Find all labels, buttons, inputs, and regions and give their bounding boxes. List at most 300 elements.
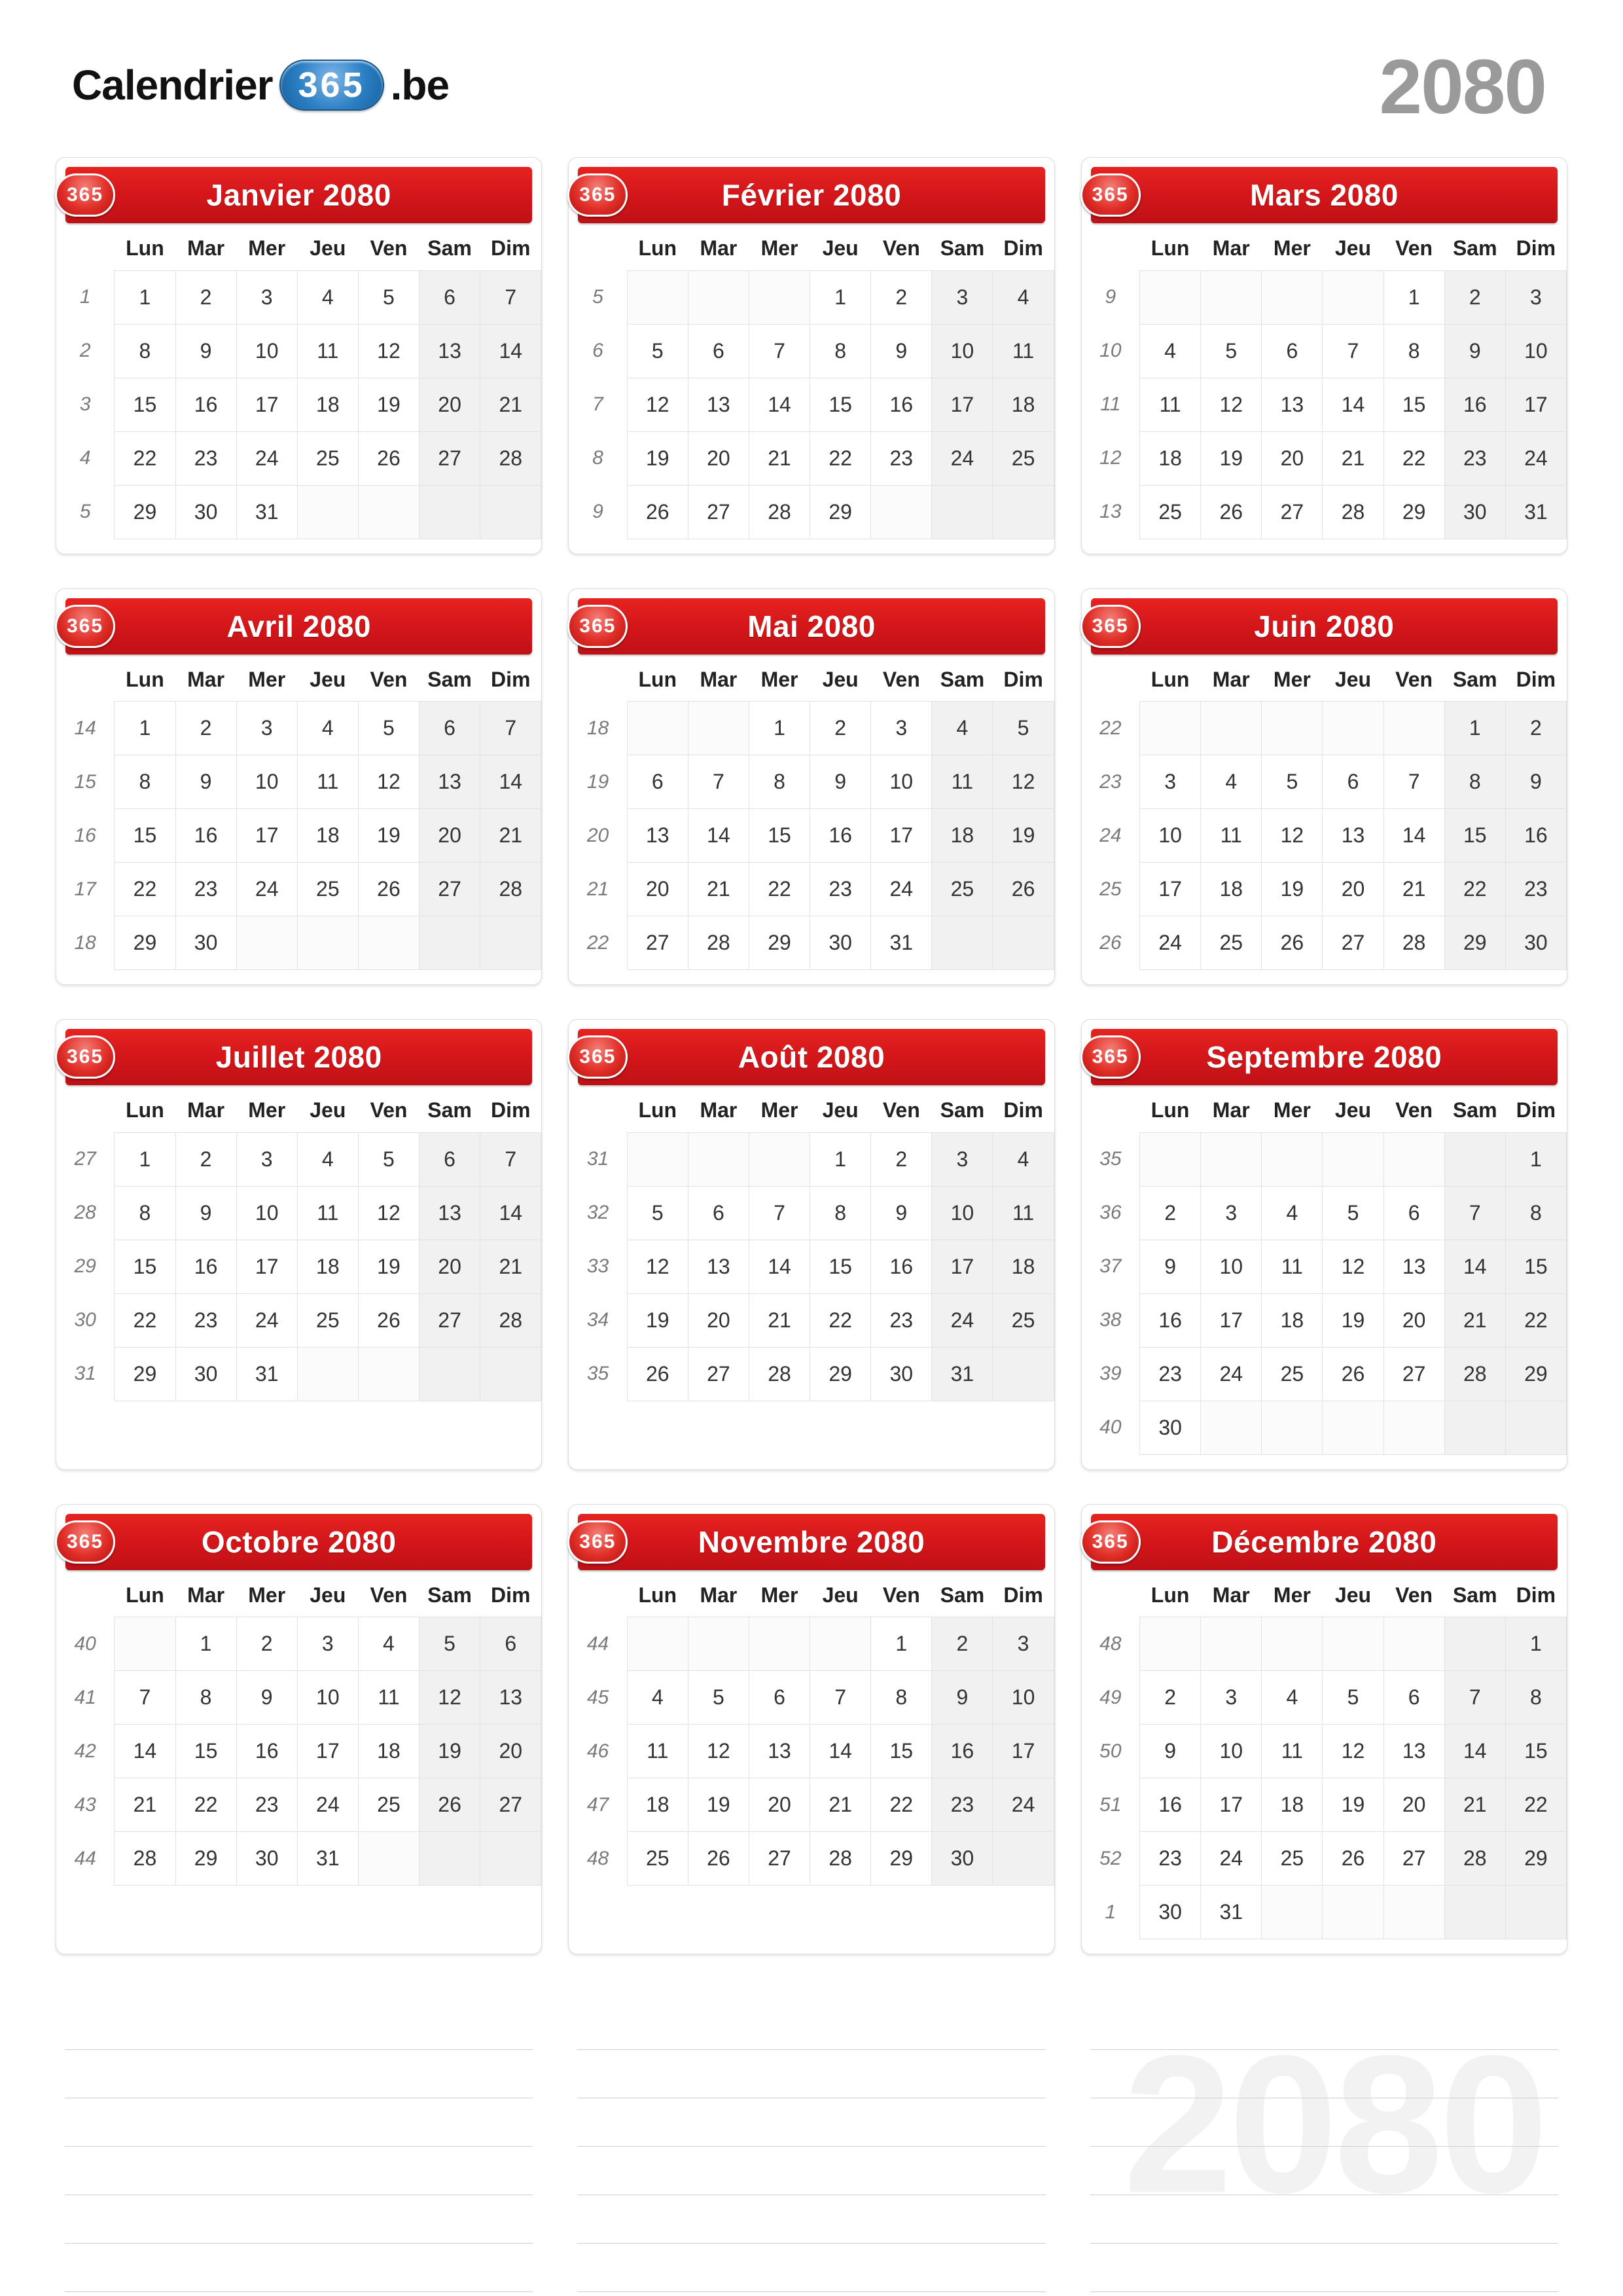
day-cell[interactable]: 25	[993, 431, 1054, 485]
day-cell[interactable]: 23	[175, 431, 236, 485]
day-cell[interactable]: 22	[175, 1778, 236, 1832]
day-cell[interactable]: 26	[993, 863, 1054, 916]
day-cell[interactable]: 20	[688, 1293, 749, 1347]
day-cell[interactable]: 5	[993, 702, 1054, 755]
day-cell[interactable]: 2	[932, 1617, 993, 1671]
day-cell[interactable]: 6	[480, 1617, 541, 1671]
day-cell[interactable]: 27	[688, 1347, 749, 1401]
day-cell[interactable]: 18	[1262, 1778, 1323, 1832]
day-cell[interactable]: 1	[115, 270, 175, 324]
day-cell[interactable]: 26	[1201, 485, 1262, 539]
day-cell[interactable]: 25	[1140, 485, 1201, 539]
day-cell[interactable]: 10	[993, 1671, 1054, 1725]
day-cell[interactable]: 23	[1140, 1347, 1201, 1401]
day-cell[interactable]: 15	[749, 809, 810, 863]
day-cell[interactable]: 28	[1444, 1832, 1505, 1886]
day-cell[interactable]: 22	[1383, 431, 1444, 485]
day-cell[interactable]: 20	[1383, 1778, 1444, 1832]
day-cell[interactable]: 21	[480, 809, 541, 863]
day-cell[interactable]: 17	[932, 1240, 993, 1293]
day-cell[interactable]: 13	[419, 755, 480, 809]
day-cell[interactable]: 6	[419, 702, 480, 755]
day-cell[interactable]: 11	[297, 755, 358, 809]
note-line[interactable]	[577, 2147, 1045, 2195]
day-cell[interactable]: 17	[236, 809, 297, 863]
day-cell[interactable]: 8	[1383, 324, 1444, 378]
day-cell[interactable]: 12	[627, 1240, 688, 1293]
day-cell[interactable]: 7	[810, 1671, 871, 1725]
day-cell[interactable]: 4	[932, 702, 993, 755]
day-cell[interactable]: 28	[810, 1832, 871, 1886]
day-cell[interactable]: 27	[1383, 1832, 1444, 1886]
day-cell[interactable]: 28	[480, 1293, 541, 1347]
day-cell[interactable]: 16	[1505, 809, 1566, 863]
day-cell[interactable]: 2	[175, 270, 236, 324]
day-cell[interactable]: 29	[1383, 485, 1444, 539]
day-cell[interactable]: 23	[1505, 863, 1566, 916]
day-cell[interactable]: 1	[810, 1132, 871, 1186]
day-cell[interactable]: 6	[627, 755, 688, 809]
day-cell[interactable]: 26	[358, 1293, 419, 1347]
day-cell[interactable]: 11	[1262, 1725, 1323, 1778]
day-cell[interactable]: 16	[1140, 1778, 1201, 1832]
day-cell[interactable]: 2	[1140, 1671, 1201, 1725]
day-cell[interactable]: 8	[115, 755, 175, 809]
day-cell[interactable]: 5	[1323, 1671, 1383, 1725]
day-cell[interactable]: 1	[1505, 1132, 1566, 1186]
day-cell[interactable]: 30	[1444, 485, 1505, 539]
day-cell[interactable]: 10	[236, 324, 297, 378]
day-cell[interactable]: 27	[480, 1778, 541, 1832]
day-cell[interactable]: 26	[1262, 916, 1323, 970]
day-cell[interactable]: 22	[871, 1778, 932, 1832]
day-cell[interactable]: 5	[358, 1132, 419, 1186]
day-cell[interactable]: 7	[480, 702, 541, 755]
day-cell[interactable]: 18	[1262, 1293, 1323, 1347]
day-cell[interactable]: 24	[1201, 1832, 1262, 1886]
day-cell[interactable]: 10	[297, 1671, 358, 1725]
day-cell[interactable]: 19	[688, 1778, 749, 1832]
day-cell[interactable]: 13	[419, 324, 480, 378]
day-cell[interactable]: 31	[932, 1347, 993, 1401]
day-cell[interactable]: 21	[1444, 1778, 1505, 1832]
day-cell[interactable]: 11	[1140, 378, 1201, 431]
day-cell[interactable]: 1	[1444, 702, 1505, 755]
day-cell[interactable]: 5	[358, 702, 419, 755]
day-cell[interactable]: 23	[236, 1778, 297, 1832]
day-cell[interactable]: 3	[1140, 755, 1201, 809]
day-cell[interactable]: 28	[480, 863, 541, 916]
day-cell[interactable]: 16	[932, 1725, 993, 1778]
day-cell[interactable]: 26	[688, 1832, 749, 1886]
note-line[interactable]	[1090, 2098, 1558, 2147]
day-cell[interactable]: 31	[1201, 1886, 1262, 1939]
day-cell[interactable]: 26	[419, 1778, 480, 1832]
day-cell[interactable]: 27	[749, 1832, 810, 1886]
day-cell[interactable]: 21	[1444, 1293, 1505, 1347]
day-cell[interactable]: 8	[871, 1671, 932, 1725]
day-cell[interactable]: 4	[1262, 1186, 1323, 1240]
day-cell[interactable]: 1	[175, 1617, 236, 1671]
day-cell[interactable]: 9	[1140, 1240, 1201, 1293]
day-cell[interactable]: 26	[358, 863, 419, 916]
day-cell[interactable]: 9	[810, 755, 871, 809]
day-cell[interactable]: 30	[1505, 916, 1566, 970]
day-cell[interactable]: 4	[1262, 1671, 1323, 1725]
day-cell[interactable]: 13	[1323, 809, 1383, 863]
day-cell[interactable]: 5	[627, 324, 688, 378]
day-cell[interactable]: 23	[175, 863, 236, 916]
day-cell[interactable]: 30	[871, 1347, 932, 1401]
day-cell[interactable]: 17	[1505, 378, 1566, 431]
day-cell[interactable]: 12	[1323, 1240, 1383, 1293]
day-cell[interactable]: 2	[236, 1617, 297, 1671]
day-cell[interactable]: 13	[749, 1725, 810, 1778]
day-cell[interactable]: 20	[627, 863, 688, 916]
note-line[interactable]	[1090, 2147, 1558, 2195]
day-cell[interactable]: 16	[810, 809, 871, 863]
day-cell[interactable]: 13	[627, 809, 688, 863]
day-cell[interactable]: 19	[358, 378, 419, 431]
day-cell[interactable]: 12	[358, 324, 419, 378]
note-line[interactable]	[65, 2147, 533, 2195]
day-cell[interactable]: 18	[993, 378, 1054, 431]
day-cell[interactable]: 21	[749, 431, 810, 485]
day-cell[interactable]: 10	[1140, 809, 1201, 863]
day-cell[interactable]: 11	[993, 1186, 1054, 1240]
day-cell[interactable]: 23	[1444, 431, 1505, 485]
day-cell[interactable]: 21	[480, 1240, 541, 1293]
day-cell[interactable]: 4	[627, 1671, 688, 1725]
day-cell[interactable]: 1	[1383, 270, 1444, 324]
day-cell[interactable]: 7	[1444, 1186, 1505, 1240]
day-cell[interactable]: 7	[1323, 324, 1383, 378]
day-cell[interactable]: 19	[1323, 1293, 1383, 1347]
day-cell[interactable]: 5	[1262, 755, 1323, 809]
day-cell[interactable]: 2	[1444, 270, 1505, 324]
note-line[interactable]	[65, 2050, 533, 2098]
day-cell[interactable]: 28	[1444, 1347, 1505, 1401]
day-cell[interactable]: 1	[749, 702, 810, 755]
day-cell[interactable]: 11	[932, 755, 993, 809]
day-cell[interactable]: 15	[1505, 1240, 1566, 1293]
day-cell[interactable]: 1	[115, 702, 175, 755]
day-cell[interactable]: 24	[236, 1293, 297, 1347]
day-cell[interactable]: 8	[749, 755, 810, 809]
day-cell[interactable]: 17	[932, 378, 993, 431]
day-cell[interactable]: 24	[871, 863, 932, 916]
day-cell[interactable]: 17	[236, 378, 297, 431]
day-cell[interactable]: 18	[297, 809, 358, 863]
day-cell[interactable]: 20	[419, 378, 480, 431]
day-cell[interactable]: 7	[749, 324, 810, 378]
day-cell[interactable]: 14	[688, 809, 749, 863]
day-cell[interactable]: 26	[358, 431, 419, 485]
day-cell[interactable]: 4	[1140, 324, 1201, 378]
day-cell[interactable]: 14	[1383, 809, 1444, 863]
day-cell[interactable]: 16	[175, 1240, 236, 1293]
day-cell[interactable]: 30	[175, 1347, 236, 1401]
day-cell[interactable]: 4	[358, 1617, 419, 1671]
day-cell[interactable]: 10	[932, 324, 993, 378]
day-cell[interactable]: 27	[1262, 485, 1323, 539]
day-cell[interactable]: 25	[627, 1832, 688, 1886]
day-cell[interactable]: 22	[1444, 863, 1505, 916]
day-cell[interactable]: 9	[175, 1186, 236, 1240]
day-cell[interactable]: 3	[236, 1132, 297, 1186]
day-cell[interactable]: 29	[1505, 1832, 1566, 1886]
day-cell[interactable]: 14	[810, 1725, 871, 1778]
day-cell[interactable]: 6	[688, 324, 749, 378]
day-cell[interactable]: 15	[1444, 809, 1505, 863]
day-cell[interactable]: 9	[1444, 324, 1505, 378]
day-cell[interactable]: 14	[480, 324, 541, 378]
day-cell[interactable]: 24	[1201, 1347, 1262, 1401]
day-cell[interactable]: 14	[115, 1725, 175, 1778]
day-cell[interactable]: 3	[932, 1132, 993, 1186]
day-cell[interactable]: 24	[1140, 916, 1201, 970]
day-cell[interactable]: 3	[993, 1617, 1054, 1671]
day-cell[interactable]: 24	[1505, 431, 1566, 485]
day-cell[interactable]: 10	[1201, 1725, 1262, 1778]
day-cell[interactable]: 3	[1201, 1186, 1262, 1240]
day-cell[interactable]: 1	[871, 1617, 932, 1671]
day-cell[interactable]: 28	[1323, 485, 1383, 539]
day-cell[interactable]: 4	[297, 1132, 358, 1186]
day-cell[interactable]: 18	[993, 1240, 1054, 1293]
day-cell[interactable]: 20	[1323, 863, 1383, 916]
day-cell[interactable]: 4	[993, 270, 1054, 324]
day-cell[interactable]: 22	[115, 863, 175, 916]
day-cell[interactable]: 3	[236, 702, 297, 755]
day-cell[interactable]: 1	[115, 1132, 175, 1186]
day-cell[interactable]: 14	[749, 1240, 810, 1293]
day-cell[interactable]: 11	[1201, 809, 1262, 863]
day-cell[interactable]: 21	[1383, 863, 1444, 916]
day-cell[interactable]: 12	[358, 1186, 419, 1240]
day-cell[interactable]: 18	[297, 378, 358, 431]
site-logo[interactable]	[72, 60, 449, 111]
day-cell[interactable]: 7	[1383, 755, 1444, 809]
day-cell[interactable]: 11	[297, 1186, 358, 1240]
day-cell[interactable]: 24	[932, 431, 993, 485]
day-cell[interactable]: 11	[627, 1725, 688, 1778]
day-cell[interactable]: 7	[749, 1186, 810, 1240]
day-cell[interactable]: 30	[810, 916, 871, 970]
day-cell[interactable]: 5	[688, 1671, 749, 1725]
day-cell[interactable]: 10	[1505, 324, 1566, 378]
day-cell[interactable]: 12	[1201, 378, 1262, 431]
day-cell[interactable]: 9	[1505, 755, 1566, 809]
day-cell[interactable]: 13	[480, 1671, 541, 1725]
day-cell[interactable]: 15	[1505, 1725, 1566, 1778]
day-cell[interactable]: 30	[175, 485, 236, 539]
day-cell[interactable]: 10	[932, 1186, 993, 1240]
day-cell[interactable]: 3	[1201, 1671, 1262, 1725]
day-cell[interactable]: 6	[1323, 755, 1383, 809]
day-cell[interactable]: 19	[419, 1725, 480, 1778]
day-cell[interactable]: 8	[175, 1671, 236, 1725]
day-cell[interactable]: 14	[1444, 1240, 1505, 1293]
note-line[interactable]	[577, 2195, 1045, 2244]
day-cell[interactable]: 20	[419, 809, 480, 863]
day-cell[interactable]: 25	[993, 1293, 1054, 1347]
day-cell[interactable]: 1	[1505, 1617, 1566, 1671]
day-cell[interactable]: 11	[1262, 1240, 1323, 1293]
day-cell[interactable]: 7	[688, 755, 749, 809]
day-cell[interactable]: 15	[175, 1725, 236, 1778]
day-cell[interactable]: 14	[1444, 1725, 1505, 1778]
day-cell[interactable]: 2	[1140, 1186, 1201, 1240]
day-cell[interactable]: 21	[688, 863, 749, 916]
day-cell[interactable]: 25	[1201, 916, 1262, 970]
day-cell[interactable]: 13	[688, 1240, 749, 1293]
note-line[interactable]	[65, 2001, 533, 2050]
day-cell[interactable]: 28	[1383, 916, 1444, 970]
day-cell[interactable]: 4	[993, 1132, 1054, 1186]
day-cell[interactable]: 20	[419, 1240, 480, 1293]
day-cell[interactable]: 19	[358, 809, 419, 863]
day-cell[interactable]: 21	[480, 378, 541, 431]
day-cell[interactable]: 8	[1505, 1671, 1566, 1725]
day-cell[interactable]: 31	[871, 916, 932, 970]
day-cell[interactable]: 27	[419, 863, 480, 916]
day-cell[interactable]: 24	[932, 1293, 993, 1347]
day-cell[interactable]: 29	[871, 1832, 932, 1886]
day-cell[interactable]: 24	[236, 863, 297, 916]
day-cell[interactable]: 25	[297, 863, 358, 916]
day-cell[interactable]: 30	[175, 916, 236, 970]
day-cell[interactable]: 11	[297, 324, 358, 378]
day-cell[interactable]: 30	[236, 1832, 297, 1886]
day-cell[interactable]: 28	[749, 1347, 810, 1401]
day-cell[interactable]: 16	[871, 378, 932, 431]
day-cell[interactable]: 22	[1505, 1778, 1566, 1832]
day-cell[interactable]: 21	[115, 1778, 175, 1832]
day-cell[interactable]: 13	[1383, 1240, 1444, 1293]
day-cell[interactable]: 29	[115, 1347, 175, 1401]
day-cell[interactable]: 3	[932, 270, 993, 324]
day-cell[interactable]: 17	[993, 1725, 1054, 1778]
day-cell[interactable]: 18	[297, 1240, 358, 1293]
day-cell[interactable]: 29	[810, 1347, 871, 1401]
day-cell[interactable]: 29	[749, 916, 810, 970]
day-cell[interactable]: 30	[932, 1832, 993, 1886]
day-cell[interactable]: 28	[115, 1832, 175, 1886]
day-cell[interactable]: 2	[871, 270, 932, 324]
day-cell[interactable]: 9	[175, 324, 236, 378]
day-cell[interactable]: 27	[1323, 916, 1383, 970]
day-cell[interactable]: 9	[1140, 1725, 1201, 1778]
day-cell[interactable]: 20	[749, 1778, 810, 1832]
day-cell[interactable]: 10	[236, 1186, 297, 1240]
day-cell[interactable]: 10	[236, 755, 297, 809]
day-cell[interactable]: 15	[810, 1240, 871, 1293]
day-cell[interactable]: 5	[627, 1186, 688, 1240]
day-cell[interactable]: 8	[1444, 755, 1505, 809]
day-cell[interactable]: 2	[175, 1132, 236, 1186]
day-cell[interactable]: 5	[358, 270, 419, 324]
day-cell[interactable]: 13	[1262, 378, 1323, 431]
day-cell[interactable]: 12	[993, 755, 1054, 809]
day-cell[interactable]: 15	[871, 1725, 932, 1778]
day-cell[interactable]: 3	[297, 1617, 358, 1671]
day-cell[interactable]: 21	[810, 1778, 871, 1832]
day-cell[interactable]: 25	[297, 431, 358, 485]
day-cell[interactable]: 20	[688, 431, 749, 485]
day-cell[interactable]: 12	[1323, 1725, 1383, 1778]
day-cell[interactable]: 27	[419, 431, 480, 485]
day-cell[interactable]: 18	[1201, 863, 1262, 916]
day-cell[interactable]: 22	[115, 431, 175, 485]
day-cell[interactable]: 21	[749, 1293, 810, 1347]
day-cell[interactable]: 2	[810, 702, 871, 755]
day-cell[interactable]: 24	[236, 431, 297, 485]
day-cell[interactable]: 10	[1201, 1240, 1262, 1293]
day-cell[interactable]: 8	[810, 324, 871, 378]
day-cell[interactable]: 26	[1323, 1347, 1383, 1401]
day-cell[interactable]: 8	[115, 324, 175, 378]
day-cell[interactable]: 6	[419, 1132, 480, 1186]
day-cell[interactable]: 3	[1505, 270, 1566, 324]
day-cell[interactable]: 7	[480, 270, 541, 324]
day-cell[interactable]: 20	[1262, 431, 1323, 485]
day-cell[interactable]: 31	[297, 1832, 358, 1886]
day-cell[interactable]: 25	[358, 1778, 419, 1832]
day-cell[interactable]: 9	[871, 324, 932, 378]
day-cell[interactable]: 27	[688, 485, 749, 539]
day-cell[interactable]: 4	[297, 702, 358, 755]
day-cell[interactable]: 1	[810, 270, 871, 324]
day-cell[interactable]: 10	[871, 755, 932, 809]
note-line[interactable]	[577, 2244, 1045, 2292]
day-cell[interactable]: 8	[115, 1186, 175, 1240]
day-cell[interactable]: 12	[419, 1671, 480, 1725]
day-cell[interactable]: 17	[236, 1240, 297, 1293]
day-cell[interactable]: 22	[749, 863, 810, 916]
note-line[interactable]	[65, 2244, 533, 2292]
day-cell[interactable]: 8	[1505, 1186, 1566, 1240]
day-cell[interactable]: 18	[1140, 431, 1201, 485]
day-cell[interactable]: 27	[627, 916, 688, 970]
day-cell[interactable]: 9	[175, 755, 236, 809]
day-cell[interactable]: 18	[627, 1778, 688, 1832]
day-cell[interactable]: 16	[871, 1240, 932, 1293]
day-cell[interactable]: 19	[1201, 431, 1262, 485]
day-cell[interactable]: 23	[810, 863, 871, 916]
day-cell[interactable]: 5	[1201, 324, 1262, 378]
day-cell[interactable]: 16	[236, 1725, 297, 1778]
day-cell[interactable]: 27	[419, 1293, 480, 1347]
day-cell[interactable]: 11	[993, 324, 1054, 378]
day-cell[interactable]: 13	[688, 378, 749, 431]
day-cell[interactable]: 30	[1140, 1401, 1201, 1454]
day-cell[interactable]: 2	[175, 702, 236, 755]
day-cell[interactable]: 30	[1140, 1886, 1201, 1939]
day-cell[interactable]: 27	[1383, 1347, 1444, 1401]
day-cell[interactable]: 6	[1262, 324, 1323, 378]
note-line[interactable]	[1090, 2195, 1558, 2244]
day-cell[interactable]: 23	[1140, 1832, 1201, 1886]
day-cell[interactable]: 19	[627, 1293, 688, 1347]
day-cell[interactable]: 3	[236, 270, 297, 324]
day-cell[interactable]: 22	[810, 431, 871, 485]
day-cell[interactable]: 23	[175, 1293, 236, 1347]
day-cell[interactable]: 31	[236, 1347, 297, 1401]
day-cell[interactable]: 9	[871, 1186, 932, 1240]
note-line[interactable]	[577, 2050, 1045, 2098]
note-line[interactable]	[65, 2098, 533, 2147]
